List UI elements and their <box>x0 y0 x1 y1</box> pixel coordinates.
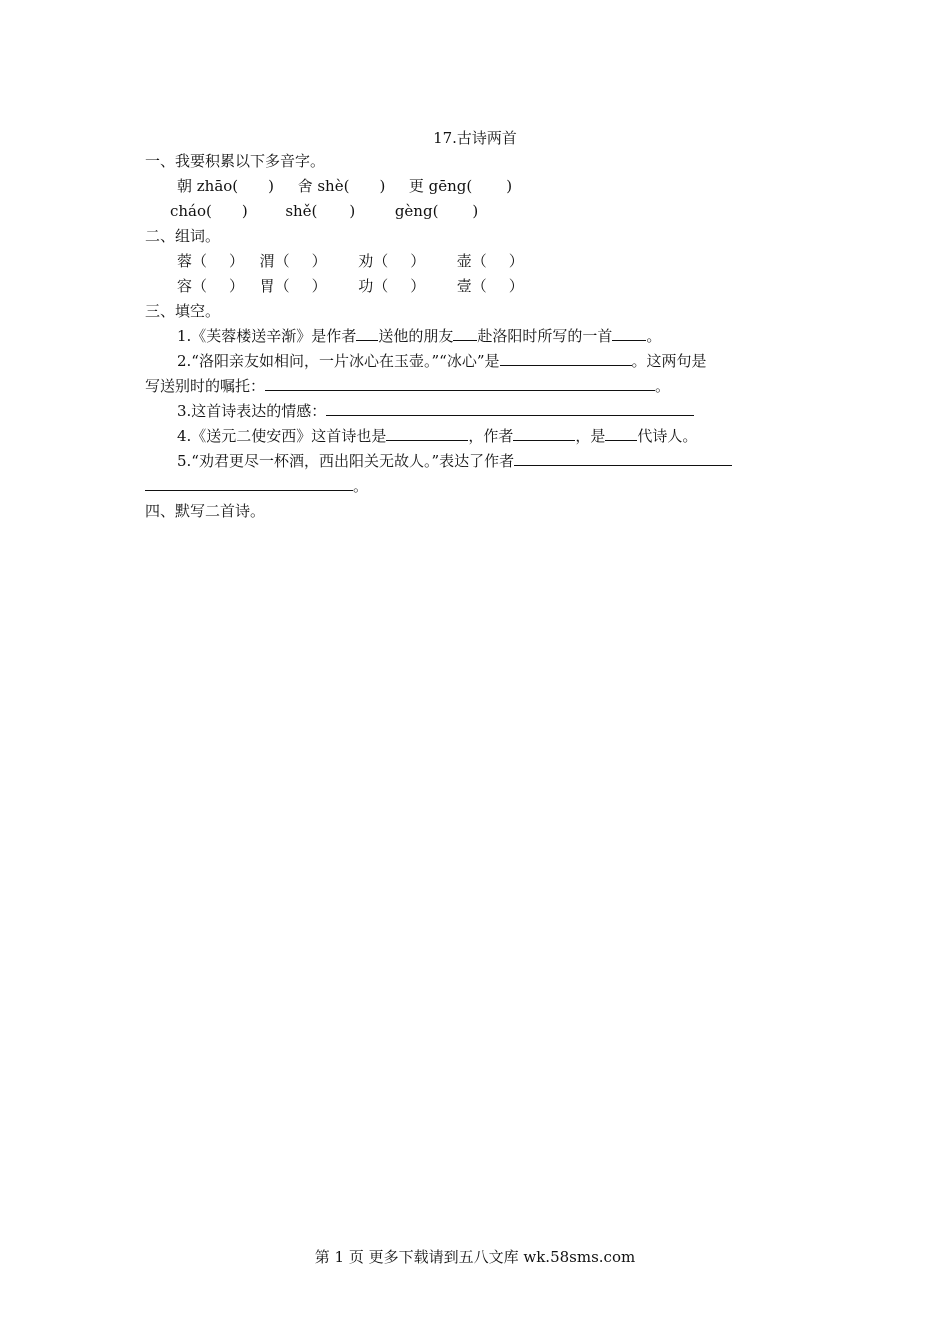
paren-close: ） <box>229 252 245 270</box>
q2-text-a: 2.“洛阳亲友如相问，一片冰心在玉壶。”“冰心”是 <box>177 352 500 370</box>
question-5 <box>177 451 732 471</box>
q1-text-a: 1.《芙蓉楼送辛渐》是作者 <box>177 327 357 345</box>
paren-close: ) <box>268 177 275 195</box>
paren-close: ) <box>349 202 356 220</box>
paren-close: ） <box>508 252 524 270</box>
blank[interactable] <box>326 401 694 416</box>
word-quan: 劝（ <box>358 252 389 270</box>
blank[interactable] <box>453 326 477 341</box>
word-wei: 渭（ <box>259 252 290 270</box>
paren-close: ） <box>311 252 327 270</box>
polyphone-zhao: 朝 zhāo( <box>177 177 239 195</box>
q2-text-c: 写送别时的嘱托： <box>145 377 266 395</box>
q3-text: 3.这首诗表达的情感： <box>177 402 327 420</box>
section4-heading: 四、默写二首诗。 <box>145 502 266 520</box>
paren-close: ） <box>410 252 426 270</box>
question-2-cont <box>145 376 670 396</box>
q4-text-b: ，作者 <box>468 427 514 445</box>
blank[interactable] <box>386 426 468 441</box>
q5-text: 5.“劝君更尽一杯酒，西出阳关无故人。”表达了作者 <box>177 452 515 470</box>
page-footer: 第 1 页 更多下载请到五八文库 wk.58sms.com <box>314 1248 636 1266</box>
polyphone-row-2 <box>170 201 478 221</box>
blank[interactable] <box>265 376 655 391</box>
word-gong: 功（ <box>358 277 389 295</box>
blank[interactable] <box>513 426 575 441</box>
polyphone-she3: shě( <box>285 202 318 220</box>
section2-heading: 二、组词。 <box>145 227 221 245</box>
paren-close: ) <box>379 177 386 195</box>
q5-end: 。 <box>353 477 369 495</box>
blank[interactable] <box>356 326 378 341</box>
paren-close: ） <box>229 277 245 295</box>
q2-text-d: 。 <box>655 377 671 395</box>
word-group-row-1 <box>177 251 524 271</box>
word-rong: 蓉（ <box>177 252 208 270</box>
page-title: 17.古诗两首 <box>433 129 517 147</box>
question-5-cont <box>145 476 368 496</box>
q1-text-b: 送他的朋友 <box>378 327 454 345</box>
q1-text-d: 。 <box>646 327 662 345</box>
section1-heading: 一、我要积累以下多音字。 <box>145 152 326 170</box>
blank[interactable] <box>500 351 632 366</box>
word-wei2: 胃（ <box>259 277 290 295</box>
blank[interactable] <box>145 476 353 491</box>
q2-text-b: 。这两句是 <box>631 352 707 370</box>
polyphone-chao: cháo( <box>170 202 212 220</box>
blank[interactable] <box>514 451 732 466</box>
blank[interactable] <box>605 426 637 441</box>
paren-close: ) <box>241 202 248 220</box>
polyphone-she: 舍 shè( <box>297 177 350 195</box>
question-2 <box>177 351 707 371</box>
paren-close: ） <box>508 277 524 295</box>
paren-close: ） <box>311 277 327 295</box>
word-hu: 壶（ <box>456 252 487 270</box>
paren-close: ） <box>410 277 426 295</box>
section3-heading: 三、填空。 <box>145 302 221 320</box>
polyphone-row-1 <box>177 176 512 196</box>
q1-text-c: 赴洛阳时所写的一首 <box>477 327 613 345</box>
q4-text-c: ，是 <box>575 427 606 445</box>
polyphone-geng4: gèng( <box>394 202 439 220</box>
word-yi: 壹（ <box>456 277 487 295</box>
question-3 <box>177 401 694 421</box>
q4-text-d: 代诗人。 <box>637 427 698 445</box>
paren-close: ) <box>472 202 479 220</box>
blank[interactable] <box>612 326 646 341</box>
q4-text-a: 4.《送元二使安西》这首诗也是 <box>177 427 387 445</box>
question-1 <box>177 326 661 346</box>
word-rong2: 容（ <box>177 277 208 295</box>
word-group-row-2 <box>177 276 524 296</box>
polyphone-geng: 更 gēng( <box>408 177 473 195</box>
paren-close: ) <box>506 177 513 195</box>
question-4 <box>177 426 697 446</box>
